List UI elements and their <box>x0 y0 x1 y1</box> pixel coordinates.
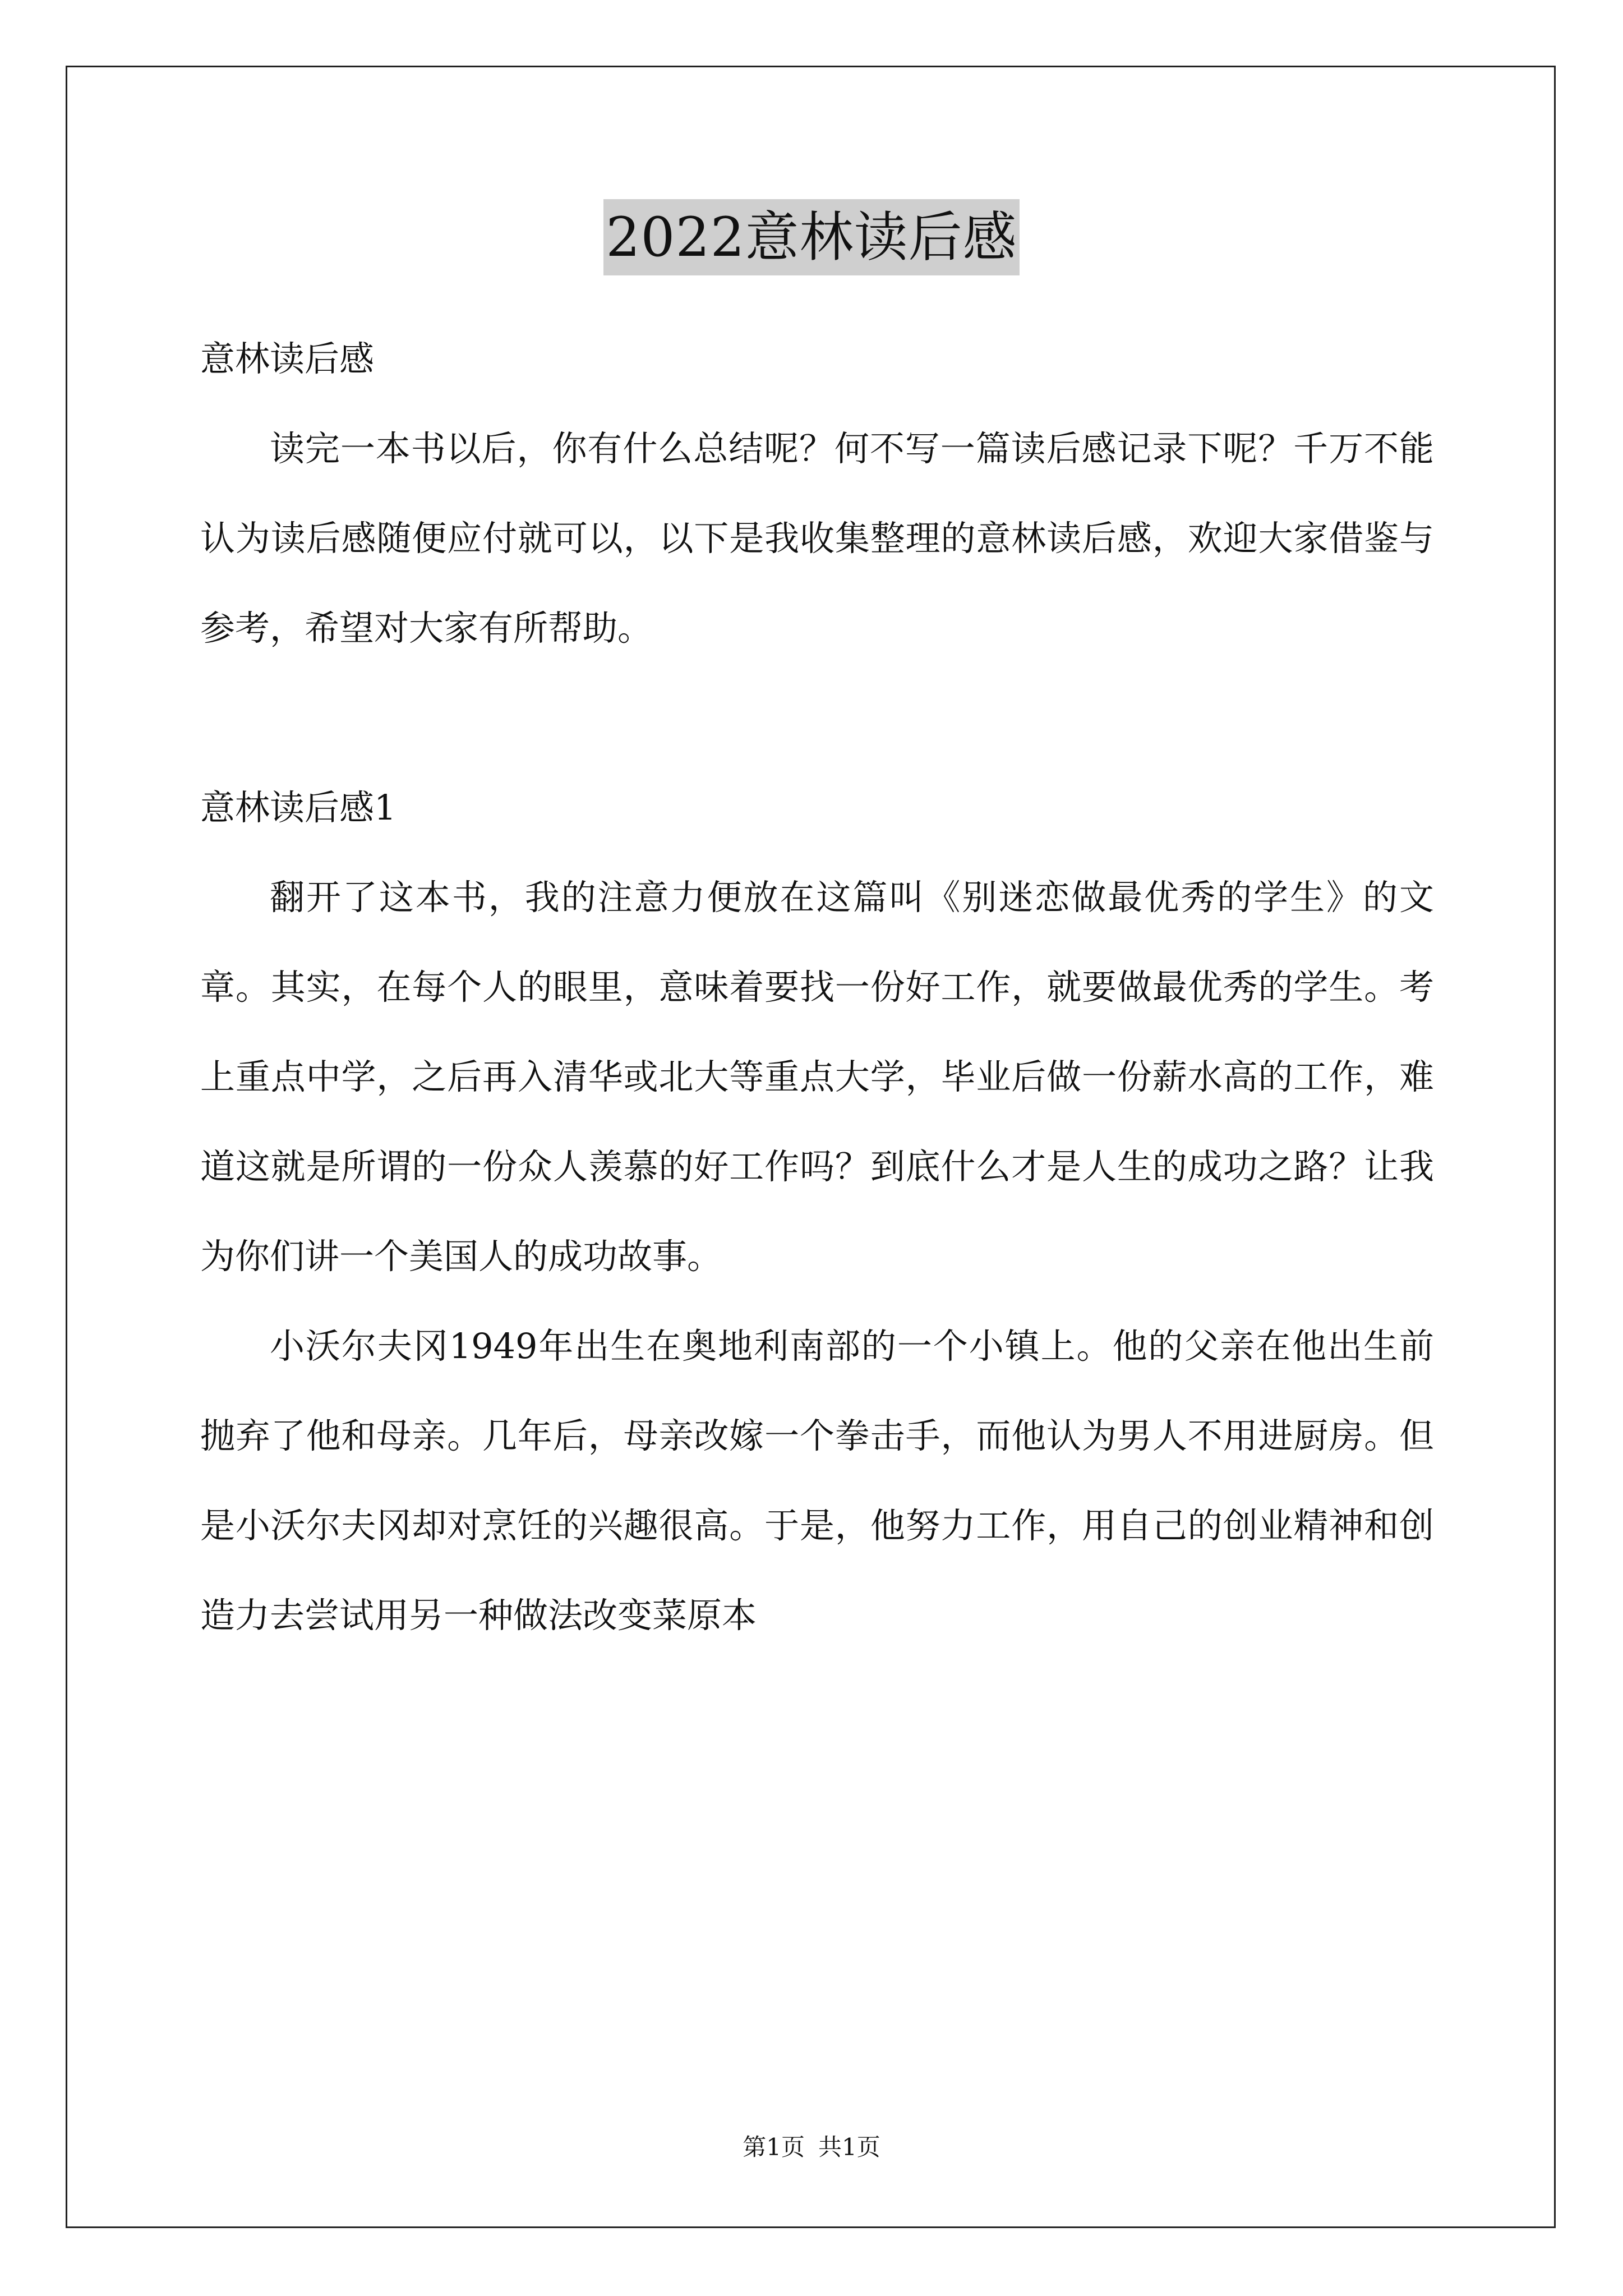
intro-paragraph: 读完一本书以后，你有什么总结呢？何不写一篇读后感记录下呢？千万不能认为读后感随便应付就可以，以下是我收集整理的意林读后感，欢迎大家借鉴与参考，希望对大家有所帮助。 <box>200 428 1434 648</box>
document-title: 2022意林读后感 <box>603 199 1019 275</box>
page-footer <box>0 2131 1623 2164</box>
title-area <box>0 199 1623 275</box>
page-total: 共1页 <box>818 2133 880 2161</box>
section1-heading: 意林读后感1 <box>200 787 396 828</box>
blank-line <box>200 673 1434 763</box>
section1-paragraph-2: 小沃尔夫冈1949年出生在奥地利南部的一个小镇上。他的父亲在他出生前抛弃了他和母亲。几年后，母亲改嫁一个拳击手，而他认为男人不用进厨房。但是小沃尔夫冈却对烹饪的兴趣很高。于是，他努力工作，用自己的创业精神和创造力去尝试用另一种做法改变菜原本 <box>200 1326 1434 1636</box>
page-number: 第1页 <box>743 2133 805 2161</box>
intro-heading: 意林读后感 <box>200 338 375 379</box>
document-body <box>200 314 1434 1660</box>
section1-paragraph-1: 翻开了这本书，我的注意力便放在这篇叫《别迷恋做最优秀的学生》的文章。其实，在每个人的眼里，意味着要找一份好工作，就要做最优秀的学生。考上重点中学，之后再入清华或北大等重点大学，毕业后做一份薪水高的工作，难道这就是所谓的一份众人羡慕的好工作吗？到底什么才是人生的成功之路？让我为你们讲一个美国人的成功故事。 <box>200 877 1434 1277</box>
